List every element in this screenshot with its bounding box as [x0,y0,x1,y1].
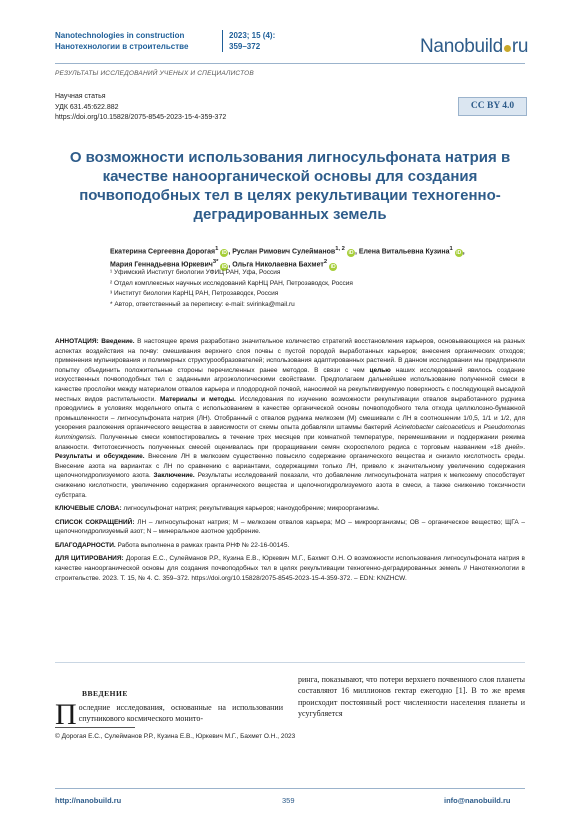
author-affil-sup: 1 [215,246,219,252]
conclusion-label: Заключение. [153,472,195,480]
footer-divider [55,788,525,789]
intro-column-right: ринга, показывают, что потери верхнего почвенного слоя планеты составляют 16 миллионов гектар ежегодно [1]. В то же время происходит постоянный рост численности населения планеты и усугубляется [298,675,525,719]
intro-text: В настоящее время разработано значительное количество стратегий восстановления карьеров, основывающихся на разных аспектах воздействия на почву: смешивания верхнего слоя почвы с пустой породой выработанных карьеров; внесения органических отходов; применения мульчирования и полимерных структурообразователей; использования адаптированных растений. В данном исследовании мы предприняли попытку объединить положительные стороны перечисленных ранее методов. В связи с чем [55,338,525,374]
logo-domain: ru [511,36,529,57]
journal-title [55,30,188,52]
logo-wordmark: Nanobuild [420,36,503,57]
results-label: Результаты и обсуждение. [55,453,145,461]
author-name: Руслан Римович Сулейманов [232,248,336,256]
keywords-text: лигносульфонат натрия; рекультивация карьеров; наноудобрение; микроорганизмы. [123,505,380,513]
goal-label: целью [369,366,391,374]
journal-title-ru: Нанотехнологии в строительстве [55,42,189,51]
acknowledgments-text: Работа выполнена в рамках гранта РНФ № 22-16-00145. [117,541,290,549]
article-title: О возможности использования лигносульфоната натрия в качестве наноорганической основы для создания почвоподобных тел в целях рекультивации техногенно-деградированных земель [69,149,511,223]
logo-dot-icon [504,45,511,52]
header-divider [55,63,525,64]
methods-and: и [477,424,482,432]
acknowledgments-label: БЛАГОДАРНОСТИ. [55,541,116,549]
affiliation: ³ Институт биологии КарНЦ РАН, Петрозаводск, Россия [110,290,279,297]
abstract-block [55,337,525,587]
author-list: Екатерина Сергеевна Дорогая$^1$iD , Руслан Римович Сулейманов$^{1, 2}$iD , Елена Витальевна Кузина$^1$iD , Мария Геннадьевна Юркевич$^{3*}$iD , Ольга Николаевна Бахмет$^2$iD [110,246,465,270]
author-name: Елена Витальевна Кузина [358,248,450,256]
intro-label: Введение. [101,338,135,345]
citation [55,554,525,583]
license-badge[interactable]: CC BY 4.0 [458,97,527,116]
drop-cap: П [55,698,77,731]
abstract [55,337,525,500]
section-label: РЕЗУЛЬТАТЫ ИССЛЕДОВАНИЙ УЧЕНЫХ И СПЕЦИАЛИСТОВ [55,70,254,77]
website-link[interactable]: http://nanobuild.ru [55,796,122,805]
journal-title-en: Nanotechnologies in construction [55,31,185,40]
corresponding-author: * Автор, ответственный за переписку: e-mail: svirinka@mail.ru [110,300,295,308]
methods-text-cont: . Полученные смеси компостировались в течение трех месяцев при комнатной температуре, перемешивании и поддержании режима влажности. Фитотоксичность полученных смесей оценивалась при проращивании семян скороспелого редиса с торговым названием «18 дней». [55,433,525,451]
abbreviations-label: СПИСОК СОКРАЩЕНИЙ: [55,518,135,526]
author-affil-sup: 3* [212,259,219,266]
abbreviations [55,518,525,537]
udc-code: УДК 631.45:622.882 [55,103,119,111]
bacteria-name: Acinetobacter calcoaceticus [393,424,476,432]
conclusion-text: Результаты исследований показали, что добавление лигносульфоната натрия к мелкозему способствует снижению кислотности, увеличению содержания органического вещества и щелочногидролизуемого азота в смеси, а также снижению токсичности субстрата. [55,472,526,499]
affiliation: ² Отдел комплексных научных исследований КарНЦ РАН, Петрозаводск, Россия [110,279,353,287]
author-affil-sup: 2 [323,259,328,266]
article-meta [55,92,226,124]
author-name: Екатерина Сергеевна Дорогая [110,248,216,256]
affiliation-list [110,268,353,310]
article-type: Научная статья [55,93,106,100]
volume-issue: 2023; 15 (4): [229,31,276,40]
methods-text: Исследования по изучению возможности рекультивации отвалов выработанного рудника проводились в условиях модельного опыта с использованием в качестве органической основы почвоподобного тела отхода целлюлозно-бумажной промышленности – лигносульфоната натрия (ЛН). Отобранный с отвалов рудника мелкозем (М) смешивали с ЛН в соотношении 1/0,5, 1/1 и 1/2, для ускорения разложения органического вещества в зависимости от схемы опыта добавляли штаммы бактерий [55,395,525,432]
orcid-icon[interactable]: iD [221,250,227,257]
orcid-icon[interactable]: iD [456,250,462,257]
journal-volume [222,30,275,52]
page-range: 359–372 [229,42,261,51]
author-name: Мария Геннадьевна Юркевич [110,261,213,269]
author-name: Ольга Николаевна Бахмет [232,261,324,269]
orcid-icon[interactable]: iD [330,263,336,270]
intro-column-left [55,698,283,731]
footnote-divider [55,727,135,728]
abstract-label: АННОТАЦИЯ: [55,338,99,345]
copyright-notice: © Дорогая Е.С., Сулейманов Р.Р., Кузина Е.В., Юркевич М.Г., Бахмет О.Н., 2023 [55,733,296,740]
keywords [55,504,525,514]
doi-link[interactable]: https://doi.org/10.15828/2075-8545-2023-15-4-359-372 [55,114,227,121]
citation-text: Дорогая Е.С., Сулейманов Р.Р., Кузина Е.В., Юркевич М.Г., Бахмет О.Н. О возможности использования лигносульфоната натрия в качестве наноорганической основы для создания почвоподобных тел в целях рекультивации техногенно-деградированных земель // Нанотехнологии в строительстве. 2023. Т. 15, № 4. С. 359–372. https://doi.org/10.15828/2075-8545-2023-15-4-359-372. – EDN: KNZHCW. [55,555,525,582]
acknowledgments [55,541,525,551]
methods-label: Материалы и методы. [160,395,236,403]
goal-text: наших исследований явилось создание искусственных почвоподобных тел с заданными агроэкологическими свойствами. Предполагаем дальнейшее использование полученной смеси в качестве прослойки между материалом отвалов карьера и плодородной почвой, наносимой на рекультивируемую поверхность с последующей высадкой местных видов растительности. [55,366,525,403]
page-number: 359 [282,796,295,805]
author-affil-sup: 1, 2 [335,246,345,252]
keywords-label: КЛЮЧЕВЫЕ СЛОВА: [55,505,122,513]
intro-heading: ВВЕДЕНИЕ [82,689,128,698]
affiliation: ¹ Уфимский Институт биологии УФИЦ РАН, Уфа, Россия [110,269,281,276]
bacteria-name: Pseudomonas kunmingensis [55,424,526,441]
email-link[interactable]: info@nanobuild.ru [444,796,511,805]
intro-paragraph: оследние исследования, основанные на использовании спутникового космического монито- [78,703,283,724]
citation-label: ДЛЯ ЦИТИРОВАНИЯ: [55,555,124,563]
author-affil-sup: 1 [449,246,453,252]
section-divider [55,662,525,663]
orcid-icon[interactable]: iD [221,263,227,270]
abbreviations-text: ЛН – лигносульфонат натрия; М – мелкозем отвалов карьера; МО – микроорганизмы; ОВ – органическое вещество; ЩГА – щелочногидролизуемый азот; N – минеральное азотное удобрение. [55,518,525,536]
orcid-icon[interactable]: iD [348,250,354,257]
results-text: Внесение ЛН в мелкозем существенно повысило содержание органического вещества и снизило кислотность среды. Внесение азота на вариантах с ЛН по сравнению с вариантами, содержащими только ЛН, привело к значительному увеличению содержания щелочногидролизуемого азота. [55,453,526,480]
nanobuild-logo[interactable] [420,36,528,58]
